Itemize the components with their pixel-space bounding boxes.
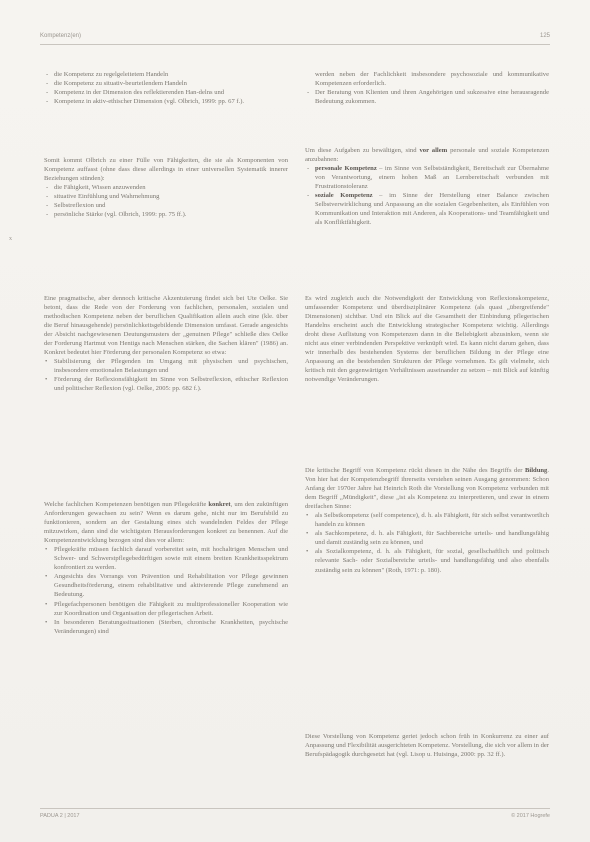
text-run: . Von hier hat der Kompetenzbegriff ihrerseits verstehen seinen Ausgang genommen: Schon Anfang der 1970er Jahre hat Heinrich Roth die Vorstellung von Kompetenz verbunden mit dem Begriff „Mündigkeit", diese „ist als Kompetenz zu interpretieren, und zwar in einem dreifachen Sinne: [305,467,549,511]
right-column-block-4 [305,466,549,575]
list-item: • als Selbstkompetenz (self competence), d. h. als Fähigkeit, für sich selbst verantwortlich handeln zu können [305,511,549,529]
text-run: – im Sinne der Herstellung einer Balance zwischen Selbstverwirklichung und Anpassung an die sozialen Gegebenheiten, als Einfühlen von Kommunikation und Interaktion mit Anderen, als Kooperations- und Teamfähigkeit und als Konfliktfähigkeit. [315,192,549,227]
list-item: • als Sachkompetenz, d. h. als Fähigkeit, für Sachbereiche urteils- und handlungsfähig und damit zuständig sein zu können, und [305,529,549,547]
text-run: Welche fachlichen Kompetenzen benötigen nun Pflegekräfte [44,501,209,508]
list-item: • Pflegekräfte müssen fachlich darauf vorbereitet sein, mit hochaltrigen Menschen und Schwer- und Schwerstpflegebedürftigen sowie mit einem breiten Krankheitsspektrum konfrontiert zu werden. [44,545,288,572]
left-column-block-1 [44,70,288,106]
right-column-block-5 [305,732,549,759]
running-header [40,30,550,45]
left-column-block-2 [44,156,288,219]
list-item: - Kompetenz in aktiv-ethischer Dimension (vgl. Olbrich, 1999: pp. 67 f.). [44,97,288,106]
list-item: • als Sozialkompetenz, d. h. als Fähigkeit, für sozial, gesellschaftlich und politisch relevante Sach- oder Sozialbereiche urteils- und handlungsfähig und also ebenfalls zuständig sein zu können" (Roth, 1971: p. 180). [305,547,549,574]
bold-term: Bildung [524,467,548,474]
footer-right-text: © 2017 Hogrefe [511,813,550,819]
list-item [305,164,549,191]
paragraph [305,146,549,164]
bold-term: konkret [208,501,231,508]
paragraph: werden neben der Fachlichkeit insbesondere psychosoziale und kommunikative Kompetenzen erforderlich. [315,71,549,88]
paragraph: Somit kommt Olbrich zu einer Fülle von Fähigkeiten, die sie als Komponenten von Kompetenz auffasst (ohne dass diese allerdings in einer universellen Systematik innerer Beziehungen stünden): [44,157,288,183]
left-column-block-3 [44,294,288,394]
list-item: - Selbstreflexion und [44,201,288,210]
text-run: , um den zukünftigen Anforderungen gewachsen zu sein? Wenn es darum gehe, nicht nur im Berufsbild zu funktionieren, sondern an der Gestaltung eines sich wandelnden Feldes der Pflege mitzuwirken, dann sind die wichtigsten Herausforderungen konkret zu benennen. Auf die Kompetenzentwicklung bezogen sind dies vor allem: [44,501,288,545]
list-item: - die Fähigkeit, Wissen anzuwenden [44,183,288,192]
list-item: - persönliche Stärke (vgl. Olbrich, 1999: pp. 75 ff.). [44,210,288,219]
list-item: - Der Beratung von Klienten und ihren Angehörigen und sukzessive eine herausragende Bedeutung zukommen. [305,88,549,106]
text-run: Um diese Aufgaben zu bewältigen, sind [305,147,420,154]
left-column-block-4 [44,500,288,636]
list-item: • Förderung der Reflexionsfähigkeit im Sinne von Selbstreflexion, ethischer Reflexion und politischer Reflexion (vgl. Oelke, 2005: pp. 682 f.). [44,375,288,393]
paragraph [44,500,288,545]
list-item [305,191,549,227]
bold-term: soziale Kompetenz [315,192,373,200]
right-column-block-2 [305,146,549,227]
paragraph [305,466,549,511]
bold-term: personale Kompetenz [315,165,377,173]
page-number: 125 [539,33,550,39]
right-column-block-3 [305,294,549,384]
running-footer [40,808,550,821]
paragraph: Es wird zugleich auch die Notwendigkeit der Entwicklung von Reflexionskompetenz, umfassender Kompetenz und überdisziplinärer Kompetenz (als quasi „übergreifende" Dimensionen) sichtbar. Und ein Blick auf die Gesamtheit der Einbindung pflegerischen Handelns erscheint auch die Entwicklung strategischer Kompetenz wichtig. Allerdings droht diese Auflistung von Kompetenzen dann in die Beliebigkeit abzusinken, wenn sie nicht aus einer verbindenden Perspektive verknüpft wird. Es kann nicht darum gehen, dass wir innerhalb des bestehenden Systems der beruflichen Bildung in der Pflege eine Anpassung an die bestehenden Strukturen der Pflege vornehmen. Es gilt vielmehr, sich kritisch mit den gegenwärtigen Verhältnissen auseinander zu setzen – mit Blick auf künftig notwendige Veränderungen. [305,295,549,384]
footer-left-text: PADUA 2 | 2017 [40,813,80,819]
header-left-text: Kompetenz(en) [40,33,82,39]
list-item: • Stabilisierung der Pflegenden im Umgang mit physischen und psychischen, insbesondere emotionalen Belastungen und [44,357,288,375]
list-item: - die Kompetenz zu situativ-beurteilendem Handeln [44,79,288,88]
right-column-block-1 [305,70,549,106]
list-item: - situative Einfühlung und Wahrnehmung [44,192,288,201]
text-run: personale und soziale Kompetenzen anzubahnen: [305,147,549,164]
list-item: • In besonderen Beratungssituationen (Sterben, chronische Krankheiten, psychische Veränderungen) sind [44,618,288,636]
paragraph: Eine pragmatische, aber dennoch kritische Akzentuierung findet sich bei Ute Oelke. Sie betont, dass die Rede von der Forderung von fachlichen, personalen, sozialen und methodischen Kompetenz neben der beruflichen Qualifikation allein auch eine (kle. über die Beruf hinausgehende) persönlichkeitsgebildende Dimension umfasst. Gerade angesichts der Absicht nachgewiesenen Deutungsmusters der „genuinen Pflege" schließe dies Oelke der Forderung Hartmut von Hentigs nach Menschen stärken, die Sachen klären" (1986) an. Konkret bedeutet hier Förderung der personalen Kompetenz so etwa: [44,295,288,357]
margin-mark: x [9,236,12,242]
bold-term: vor allem [419,147,448,154]
list-item: - Kompetenz in der Dimension des reflektierenden Han-delns und [44,88,288,97]
paragraph: Diese Vorstellung von Kompetenz geriet jedoch schon früh in Konkurrenz zu einer auf Anpassung und Flexibilität ausgerichteten Kompetenz. Vorstellung, die sich vor allem in der Berufspädagogik durchgesetzt hat (vgl. Lisop u. Huisinga, 2000: pp. 32 ff.). [305,733,549,759]
list-item: • Pflegefachpersonen benötigen die Fähigkeit zu multiprofessioneller Kooperation wie zur Koordination und Organisation der pflegerischen Arbeit. [44,600,288,618]
list-item: • Angesichts des Vorrangs von Prävention und Rehabilitation vor Pflege gewinnen Gesundheitsförderung, einem rehabilitative und aktivierende Pflege zunehmend an Bedeutung. [44,572,288,599]
text-run: Die kritische Begriff von Kompetenz rückt diesen in die Nähe des Begriffs der [305,467,525,474]
list-item: - die Kompetenz zu regelgeleitetem Handeln [44,70,288,79]
text-run: – im Sinne von Selbstständigkeit, Bereitschaft zur Übernahme von Verantwortung, einem hohen Maß an Lernbereitschaft verbunden mit Frustrationstoleranz [315,165,550,191]
